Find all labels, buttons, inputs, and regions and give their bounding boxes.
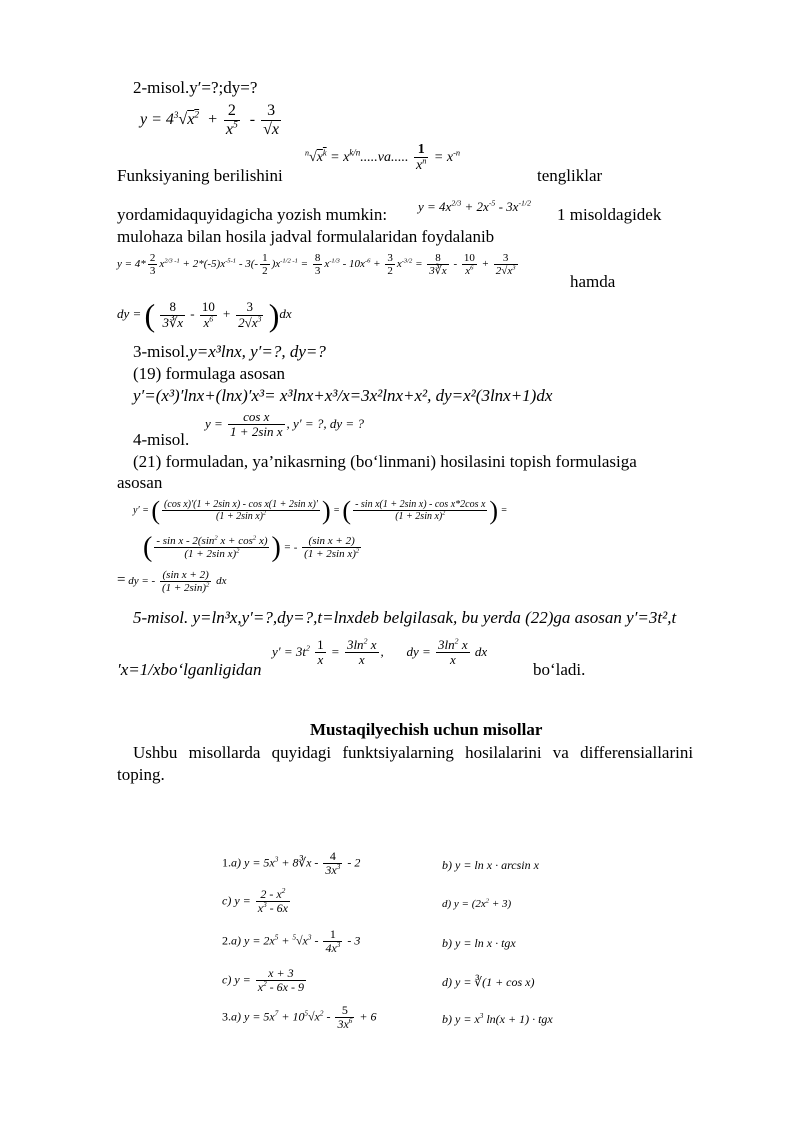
example-2-text-5: mulohaza bilan hosila jadval formulalaridan foydalanib [117, 227, 495, 246]
rewritten-formula: $y = 4x^{2/3} + 2x^{-5} - 3x^{-1/2}$ [418, 198, 531, 214]
example-4-formula: y = $\frac{\text{cos x}}{\text{1 + 2sin x}}$ , y′ = ?, dy = ? [205, 409, 364, 440]
exercise-3b: b) $y = x^3$ ln(x + 1) · tgx [442, 1012, 553, 1026]
example-3-title [133, 342, 326, 362]
example-3-label: 3-misol. [133, 342, 190, 361]
section-intro-2: toping. [117, 765, 165, 784]
example-3-line-2: (19) formulaga asosan [133, 364, 286, 383]
example-3-formula: y=x³lnx, y′=?, dy=? [189, 342, 326, 361]
example-2-formula: $y = 4^3√x^2$ + $\frac{2}{x^5}$ - $\frac{3}{√x}$ [140, 102, 280, 138]
section-heading: Mustaqilyechish uchun misollar [310, 720, 543, 739]
exercise-2a: 2.a) $y = 2x^5 + ^5√x^3$ - $\frac{1}{4x^3}$ - 3 [222, 927, 361, 956]
exercise-2c: c) y = $\frac{x + 3}{x^2 - 6x - 9}$ [222, 966, 304, 995]
example-2-text-6: hamda [570, 272, 616, 291]
example-5-formula: $y' = 3t^2$ $\frac{1}{x}$ = $\frac{3\ln^2 x}{x}$ , dy = $\frac{3\ln^2 x}{x}$ dx [272, 636, 488, 668]
example-5-line-1: 5-misol. y=ln³x,y′=?,dy=?,t=lnxdeb belgilasak, bu yerda (22)ga asosan y′=3t²,t [133, 608, 677, 627]
exercise-1a: 1.a) $y = 5x^3$ + 8∛x - $\frac{4}{3x^3}$ - 2 [222, 849, 361, 878]
example-4-title: 4-misol. [133, 430, 190, 449]
example-4-step-3: = dy = - $\frac{\text{(sin x + 2)}}{(1 + 2\sin)^2}$ dx [117, 569, 227, 595]
differential-formula: dy = ( $\frac{8}{3∛x}$ - $\frac{10}{x^6}$ + $\frac{3}{2√x^3}$ )dx [117, 297, 292, 333]
exercise-2b: b) y = ln x · tgx [442, 936, 516, 950]
exercise-3a: 3.a) $y = 5x^7 + 10^5√x^2$ - $\frac{5}{3x^6}$ + 6 [222, 1003, 377, 1032]
exercise-1d: d) $y = (2x^2 + 3)$ [442, 897, 512, 910]
exercise-1b: b) y = ln x · arcsin x [442, 858, 539, 872]
example-5-line-2a: ′x=1/xbo‘lganligidan [117, 660, 262, 679]
example-4-step-2: ( $\frac{- \sin x - 2(\sin^2 x + \cos^2 x)}{(1 + 2\sin x)^2}$ ) = - $\frac{\text{(sin x + 2)}}{(1 + 2\sin x)^2}$ [143, 532, 360, 563]
example-4-line-2: (21) formuladan, ya’nikasrning (bo‘linmani) hosilasini topish formulasiga [133, 452, 637, 471]
example-4-step-1: y′ = ( $\frac{\text{(cos x)′(1 + 2sin x) - cos x(1 + 2sin x)′}}{(1 + 2\sin x)^2}$ ) = ( $\frac{\text{- sin x(1 + 2sin x) - cos x*2cos x}}{(1 + 2\sin x)^2}$ ) = [133, 496, 508, 525]
example-2-text-1: Funksiyaning berilishini [117, 166, 283, 185]
section-intro-1: Ushbu misollarda quyidagi funktsiyalarning hosilalarini va differensiallarini [133, 743, 694, 762]
example-5-line-2b: bo‘ladi. [533, 660, 586, 679]
derivative-formula: y = 4* $\frac{2}{3}$ $x^{2/3 -1} + 2*(-5)x^{-5-1} - 3(-$ $\frac{1}{2}$ )$x^{-1/2 -1}$ = $\frac{8}{3}$ $x^{-1/3} - 10x^{-6}$ + $\frac{3}{2}$ $x^{-3/2}$ = $\frac{8}{3∛x}$ - $\frac{10}{x^6}$ + $\frac{3}{2√x^3}$ [117, 252, 516, 278]
exercise-2d: d) y = ∛(1 + cos x) [442, 975, 535, 989]
example-2-text-4: 1 misoldagidek [557, 205, 662, 224]
example-2-text-3: yordamidaquyidagicha yozish mumkin: [117, 205, 388, 224]
exercise-1c: c) y = $\frac{2 - x^2}{x^3 - 6x}$ [222, 887, 288, 916]
example-2-text-2: tengliklar [537, 166, 603, 185]
example-4-line-3: asosan [117, 473, 163, 492]
example-3-line-3: y′=(x³)′lnx+(lnx)′x³= x³lnx+x³/x=3x²lnx+x², dy=x²(3lnx+1)dx [133, 386, 553, 405]
example-2-title: 2-misol.y′=?;dy=? [133, 78, 258, 97]
power-identity: $^n√x^k = x^{k/n}.....va$..... $\frac{1}{x^n}$ = $x^{-n}$ [305, 142, 461, 174]
